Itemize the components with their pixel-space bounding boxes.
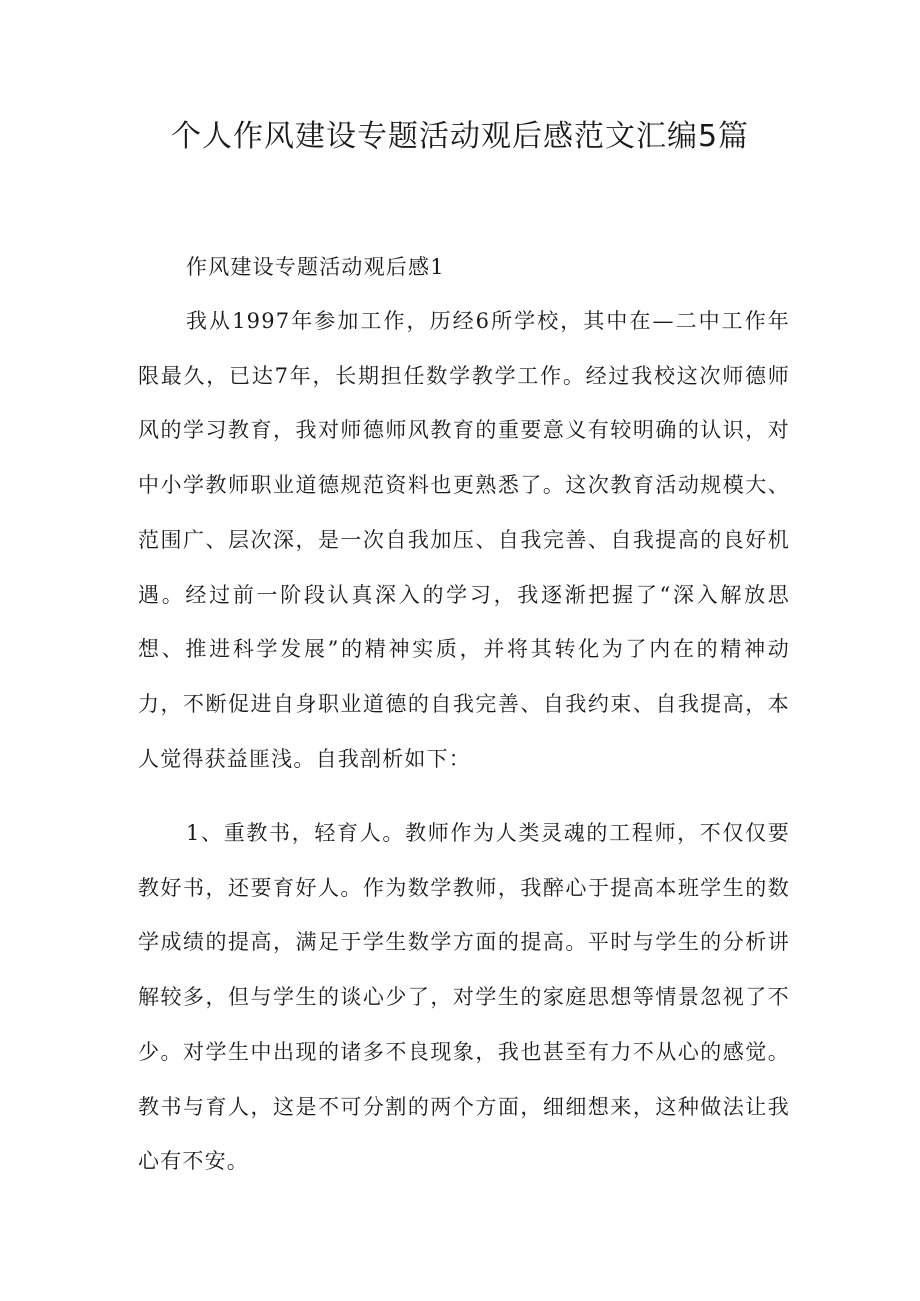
body-paragraph: 1、重教书，轻育人。教师作为人类灵魂的工程师，不仅仅要教好书，还要育好人。作为数学教师，我醉心于提高本班学生的数学成绩的提高，满足于学生数学方面的提高。平时与学生的分析讲解较多，但与学生的谈心少了，对学生的家庭思想等情景忽视了不少。对学生中出现的诸多不良现象，我也甚至有力不从心的感觉。教书与育人，这是不可分割的两个方面，细细想来，这种做法让我心有不安。 xyxy=(138,821,790,1174)
document-title: 个人作风建设专题活动观后感范文汇编5篇 xyxy=(170,119,750,154)
body-paragraph: 我从1997年参加工作，历经6所学校，其中在—二中工作年限最久，已达7年，长期担任数学教学工作。经过我校这次师德师风的学习教育，我对师德师风教育的重要意义有较明确的认识，对中小学教师职业道德规范资料也更熟悉了。这次教育活动规模大、范围广、层次深，是一次自我加压、自我完善、自我提高的良好机遇。经过前一阶段认真深入的学习，我逐渐把握了“深入解放思想、推进科学发展”的精神实质，并将其转化为了内在的精神动力，不断促进自身职业道德的自我完善、自我约束、自我提高，本人觉得获益匪浅。自我剖析如下： xyxy=(138,309,790,771)
section-heading: 作风建设专题活动观后感1 xyxy=(186,255,445,279)
